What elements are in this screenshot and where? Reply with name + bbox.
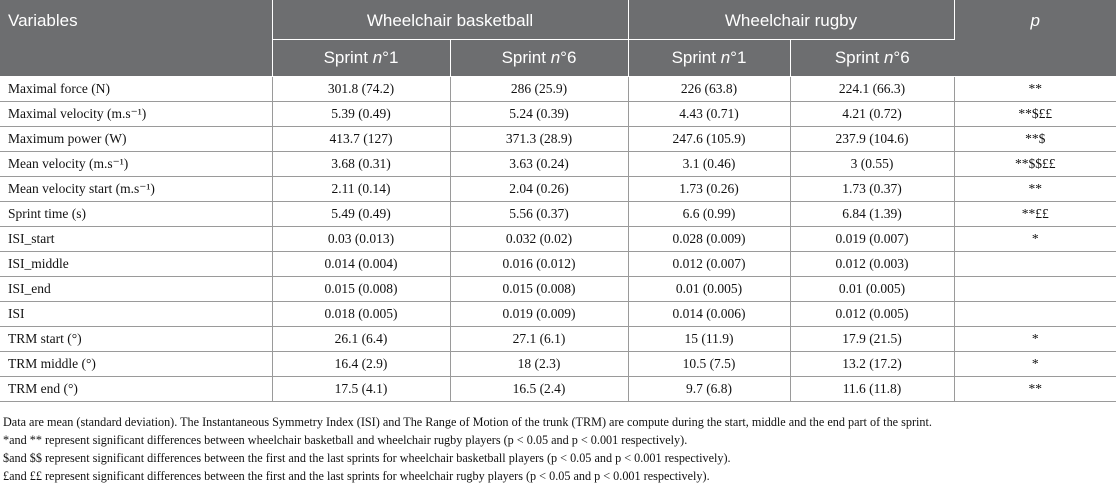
- sprint-n: n: [372, 47, 383, 67]
- rugby-sprint-6-value: 3 (0.55): [790, 151, 954, 176]
- sprint-n: n: [550, 47, 561, 67]
- table-row: [0, 326, 1116, 351]
- p-significance: *: [954, 351, 1116, 376]
- header-rugby-sprint-1: [628, 39, 790, 76]
- basketball-sprint-6-value: 3.63 (0.24): [450, 151, 628, 176]
- rugby-sprint-1-value: 4.43 (0.71): [628, 101, 790, 126]
- p-significance: **$££: [954, 101, 1116, 126]
- basketball-sprint-1-value: 0.03 (0.013): [272, 226, 450, 251]
- rugby-sprint-6-value: 13.2 (17.2): [790, 351, 954, 376]
- rugby-sprint-6-value: 1.73 (0.37): [790, 176, 954, 201]
- basketball-sprint-6-value: 0.015 (0.008): [450, 276, 628, 301]
- basketball-sprint-6-value: 2.04 (0.26): [450, 176, 628, 201]
- sprint-suffix: °1: [382, 47, 399, 67]
- sprint-n: n: [720, 47, 731, 67]
- p-significance: [954, 251, 1116, 276]
- footnote-sport-difference: *and ** represent significant differences between wheelchair basketball and wheelchair rugby players (p < 0.05 and p < 0.001 respectively).: [3, 433, 688, 447]
- variable-name: TRM start (°): [0, 326, 272, 351]
- p-significance: *: [954, 226, 1116, 251]
- basketball-sprint-1-value: 26.1 (6.4): [272, 326, 450, 351]
- sprint-prefix: Sprint: [323, 47, 373, 67]
- table-footnotes: [3, 413, 1115, 485]
- rugby-sprint-1-value: 15 (11.9): [628, 326, 790, 351]
- variable-name: ISI_end: [0, 276, 272, 301]
- table-row: [0, 76, 1116, 101]
- p-significance: **$: [954, 126, 1116, 151]
- basketball-sprint-6-value: 5.56 (0.37): [450, 201, 628, 226]
- variable-name: Mean velocity start (m.s⁻¹): [0, 176, 272, 201]
- rugby-sprint-6-value: 0.012 (0.003): [790, 251, 954, 276]
- variable-name: Maximal force (N): [0, 76, 272, 101]
- rugby-sprint-6-value: 0.012 (0.005): [790, 301, 954, 326]
- sprint-prefix: Sprint: [501, 47, 551, 67]
- header-p-value: p: [954, 0, 1116, 76]
- rugby-sprint-6-value: 6.84 (1.39): [790, 201, 954, 226]
- basketball-sprint-1-value: 16.4 (2.9): [272, 351, 450, 376]
- basketball-sprint-6-value: 18 (2.3): [450, 351, 628, 376]
- header-rugby-sprint-6: [790, 39, 954, 76]
- p-significance: *: [954, 326, 1116, 351]
- rugby-sprint-6-value: 4.21 (0.72): [790, 101, 954, 126]
- variable-name: TRM middle (°): [0, 351, 272, 376]
- rugby-sprint-1-value: 3.1 (0.46): [628, 151, 790, 176]
- basketball-sprint-1-value: 5.49 (0.49): [272, 201, 450, 226]
- rugby-sprint-1-value: 226 (63.8): [628, 76, 790, 101]
- rugby-sprint-1-value: 1.73 (0.26): [628, 176, 790, 201]
- basketball-sprint-1-value: 0.014 (0.004): [272, 251, 450, 276]
- basketball-sprint-1-value: 413.7 (127): [272, 126, 450, 151]
- variable-name: Mean velocity (m.s⁻¹): [0, 151, 272, 176]
- rugby-sprint-6-value: 17.9 (21.5): [790, 326, 954, 351]
- rugby-sprint-1-value: 0.01 (0.005): [628, 276, 790, 301]
- rugby-sprint-1-value: 9.7 (6.8): [628, 376, 790, 401]
- table-row: [0, 101, 1116, 126]
- header-variables: Variables: [0, 0, 272, 76]
- basketball-sprint-6-value: 27.1 (6.1): [450, 326, 628, 351]
- variable-name: TRM end (°): [0, 376, 272, 401]
- basketball-sprint-6-value: 0.032 (0.02): [450, 226, 628, 251]
- rugby-sprint-1-value: 247.6 (105.9): [628, 126, 790, 151]
- header-basketball-sprint-1: [272, 39, 450, 76]
- header-wheelchair-rugby: Wheelchair rugby: [628, 0, 954, 39]
- sprint-suffix: °6: [893, 47, 910, 67]
- table-row: [0, 351, 1116, 376]
- basketball-sprint-6-value: 0.016 (0.012): [450, 251, 628, 276]
- basketball-sprint-6-value: 286 (25.9): [450, 76, 628, 101]
- variable-name: Maximal velocity (m.s⁻¹): [0, 101, 272, 126]
- rugby-sprint-1-value: 0.014 (0.006): [628, 301, 790, 326]
- p-significance: **: [954, 376, 1116, 401]
- sprint-suffix: °6: [560, 47, 577, 67]
- table-row: [0, 176, 1116, 201]
- rugby-sprint-1-value: 0.028 (0.009): [628, 226, 790, 251]
- table-row: [0, 151, 1116, 176]
- table-header: [0, 0, 1116, 76]
- basketball-sprint-1-value: 0.015 (0.008): [272, 276, 450, 301]
- sprint-suffix: °1: [730, 47, 747, 67]
- rugby-sprint-6-value: 0.019 (0.007): [790, 226, 954, 251]
- basketball-sprint-6-value: 5.24 (0.39): [450, 101, 628, 126]
- variable-name: ISI: [0, 301, 272, 326]
- table-body: [0, 76, 1116, 401]
- table-row: [0, 276, 1116, 301]
- basketball-sprint-1-value: 2.11 (0.14): [272, 176, 450, 201]
- basketball-sprint-1-value: 301.8 (74.2): [272, 76, 450, 101]
- p-significance: **$$££: [954, 151, 1116, 176]
- footnote-basketball-sprint-difference: $and $$ represent significant differences between the first and the last sprints for wheelchair basketball players (p < 0.05 and p < 0.001 respectively).: [3, 451, 731, 465]
- p-significance: [954, 301, 1116, 326]
- header-basketball-sprint-6: [450, 39, 628, 76]
- basketball-sprint-6-value: 0.019 (0.009): [450, 301, 628, 326]
- p-significance: [954, 276, 1116, 301]
- table-row: [0, 126, 1116, 151]
- sprint-n: n: [883, 47, 894, 67]
- footnote-rugby-sprint-difference: £and ££ represent significant differences between the first and the last sprints for wheelchair rugby players (p < 0.05 and p < 0.001 respectively).: [3, 469, 710, 483]
- variable-name: Maximum power (W): [0, 126, 272, 151]
- basketball-sprint-1-value: 17.5 (4.1): [272, 376, 450, 401]
- rugby-sprint-6-value: 224.1 (66.3): [790, 76, 954, 101]
- table-row: [0, 376, 1116, 401]
- table-row: [0, 226, 1116, 251]
- p-significance: **: [954, 76, 1116, 101]
- rugby-sprint-1-value: 0.012 (0.007): [628, 251, 790, 276]
- basketball-sprint-1-value: 3.68 (0.31): [272, 151, 450, 176]
- table-row: [0, 251, 1116, 276]
- basketball-sprint-6-value: 371.3 (28.9): [450, 126, 628, 151]
- variable-name: Sprint time (s): [0, 201, 272, 226]
- p-significance: **: [954, 176, 1116, 201]
- variable-name: ISI_middle: [0, 251, 272, 276]
- header-wheelchair-basketball: Wheelchair basketball: [272, 0, 628, 39]
- rugby-sprint-6-value: 237.9 (104.6): [790, 126, 954, 151]
- rugby-sprint-6-value: 0.01 (0.005): [790, 276, 954, 301]
- sprint-prefix: Sprint: [834, 47, 884, 67]
- variable-name: ISI_start: [0, 226, 272, 251]
- basketball-sprint-1-value: 0.018 (0.005): [272, 301, 450, 326]
- rugby-sprint-1-value: 6.6 (0.99): [628, 201, 790, 226]
- sprint-prefix: Sprint: [671, 47, 721, 67]
- p-significance: **££: [954, 201, 1116, 226]
- table-row: [0, 301, 1116, 326]
- basketball-sprint-6-value: 16.5 (2.4): [450, 376, 628, 401]
- rugby-sprint-6-value: 11.6 (11.8): [790, 376, 954, 401]
- footnote-data-description: Data are mean (standard deviation). The Instantaneous Symmetry Index (ISI) and The Range of Motion of the trunk (TRM) are compute during the start, middle and the end part of the sprint.: [3, 415, 932, 429]
- rugby-sprint-1-value: 10.5 (7.5): [628, 351, 790, 376]
- basketball-sprint-1-value: 5.39 (0.49): [272, 101, 450, 126]
- header-row-groups: [0, 0, 1116, 39]
- table-row: [0, 201, 1116, 226]
